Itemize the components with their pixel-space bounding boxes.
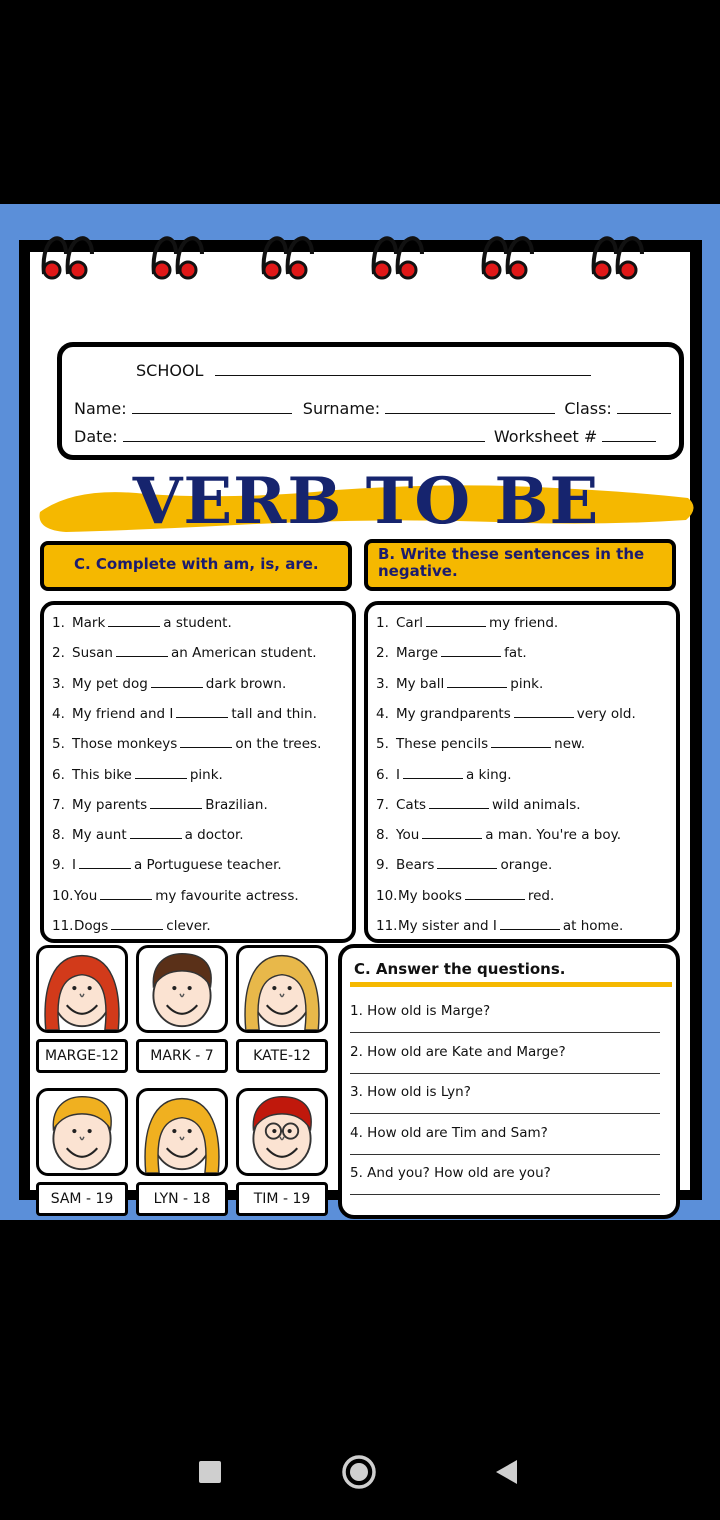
item-number: 1. bbox=[376, 615, 389, 631]
answer-blank[interactable] bbox=[130, 827, 182, 839]
item-predicate: a student. bbox=[163, 615, 232, 631]
item-subject: This bike bbox=[72, 766, 132, 783]
character-name-label: MARGE-12 bbox=[36, 1039, 128, 1073]
item-predicate: Brazilian. bbox=[205, 796, 268, 813]
answer-line[interactable] bbox=[350, 1194, 660, 1195]
answer-blank[interactable] bbox=[514, 706, 574, 718]
recents-button[interactable] bbox=[199, 1461, 221, 1487]
item-predicate: pink. bbox=[189, 766, 223, 783]
answer-blank[interactable] bbox=[429, 797, 489, 809]
item-predicate: pink. bbox=[510, 675, 544, 692]
item-subject: My pet dog bbox=[72, 675, 148, 692]
section-b-label: B. Write these sentences in the negative. bbox=[364, 539, 676, 591]
class-label: Class: bbox=[564, 399, 612, 418]
item-number: 9. bbox=[52, 857, 65, 874]
list-item bbox=[52, 676, 286, 692]
list-item bbox=[376, 888, 554, 904]
question-item: 3. How old is Lyn? bbox=[350, 1084, 471, 1100]
item-subject: Mark bbox=[72, 615, 106, 631]
list-item bbox=[52, 827, 244, 843]
item-predicate: orange. bbox=[500, 857, 553, 874]
spiral-ring bbox=[368, 224, 428, 282]
answer-line[interactable] bbox=[350, 1073, 660, 1074]
answer-blank[interactable] bbox=[100, 888, 152, 900]
item-subject: My books bbox=[398, 887, 462, 904]
answer-blank[interactable] bbox=[176, 706, 228, 718]
section-c-label: C. Answer the questions. bbox=[354, 960, 566, 978]
image-viewer bbox=[0, 204, 720, 1220]
answer-blank[interactable] bbox=[441, 645, 501, 657]
item-predicate: clever. bbox=[166, 918, 211, 934]
item-number: 3. bbox=[52, 675, 65, 692]
item-number: 2. bbox=[376, 645, 389, 662]
item-number: 6. bbox=[376, 766, 389, 783]
list-item bbox=[376, 645, 527, 661]
character-portrait bbox=[236, 945, 328, 1033]
item-predicate: a doctor. bbox=[184, 827, 244, 844]
list-item bbox=[52, 857, 282, 873]
date-blank bbox=[123, 428, 485, 442]
item-number: 8. bbox=[376, 827, 389, 844]
item-number: 7. bbox=[52, 796, 65, 813]
list-item bbox=[52, 645, 317, 661]
item-subject: My aunt bbox=[72, 827, 127, 844]
date-row bbox=[74, 427, 656, 446]
answer-blank[interactable] bbox=[111, 918, 163, 930]
worksheet-blank bbox=[602, 428, 656, 442]
answer-blank[interactable] bbox=[151, 676, 203, 688]
answer-blank[interactable] bbox=[79, 857, 131, 869]
title-banner bbox=[36, 464, 696, 544]
exercise-a-list bbox=[40, 601, 356, 943]
character-name-label: SAM - 19 bbox=[36, 1182, 128, 1216]
item-predicate: an American student. bbox=[171, 645, 317, 662]
surname-label: Surname: bbox=[302, 399, 381, 418]
student-info-box bbox=[57, 342, 684, 460]
list-item bbox=[52, 736, 321, 752]
list-item bbox=[52, 706, 317, 722]
character-portrait bbox=[36, 945, 128, 1033]
question-item: 5. And you? How old are you? bbox=[350, 1165, 551, 1181]
item-subject: My sister and I bbox=[398, 918, 497, 934]
list-item bbox=[376, 736, 585, 752]
item-subject: Carl bbox=[396, 615, 423, 631]
item-predicate: tall and thin. bbox=[231, 705, 317, 722]
item-number: 11. bbox=[376, 918, 398, 934]
item-predicate: red. bbox=[527, 887, 555, 904]
answer-blank[interactable] bbox=[437, 857, 497, 869]
list-item bbox=[52, 615, 232, 631]
list-item bbox=[376, 615, 558, 631]
spiral-ring bbox=[478, 224, 538, 282]
character-name-label: KATE-12 bbox=[236, 1039, 328, 1073]
item-number: 1. bbox=[52, 615, 65, 631]
questions-box bbox=[338, 944, 680, 1219]
page-title: VERB TO BE bbox=[132, 464, 600, 539]
item-subject: Cats bbox=[396, 796, 427, 813]
item-predicate: a man. You're a boy. bbox=[485, 827, 621, 844]
list-item bbox=[376, 918, 623, 934]
school-label: SCHOOL bbox=[136, 361, 204, 380]
exercise-b-list bbox=[364, 601, 680, 943]
character-portrait bbox=[136, 1088, 228, 1176]
answer-blank[interactable] bbox=[116, 645, 168, 657]
item-number: 5. bbox=[52, 736, 65, 753]
question-item: 4. How old are Tim and Sam? bbox=[350, 1124, 548, 1141]
answer-blank[interactable] bbox=[180, 736, 232, 748]
item-predicate: new. bbox=[554, 736, 586, 753]
item-number: 8. bbox=[52, 827, 65, 844]
item-subject: You bbox=[74, 887, 98, 904]
spiral-ring bbox=[38, 224, 98, 282]
item-subject: I bbox=[396, 766, 400, 783]
item-number: 6. bbox=[52, 766, 65, 783]
item-predicate: a Portuguese teacher. bbox=[133, 857, 282, 874]
list-item bbox=[376, 857, 552, 873]
answer-blank[interactable] bbox=[422, 827, 482, 839]
item-predicate: at home. bbox=[562, 918, 624, 934]
home-button[interactable] bbox=[341, 1454, 377, 1494]
item-subject: Bears bbox=[396, 857, 435, 874]
list-item bbox=[376, 676, 543, 692]
item-predicate: wild animals. bbox=[492, 796, 581, 813]
school-blank bbox=[215, 362, 591, 376]
item-number: 4. bbox=[376, 705, 389, 722]
worksheet-label: Worksheet # bbox=[493, 427, 598, 446]
list-item bbox=[52, 918, 211, 934]
item-subject: Susan bbox=[72, 645, 113, 662]
answer-line[interactable] bbox=[350, 1032, 660, 1033]
triangle-back-icon bbox=[495, 1459, 519, 1485]
item-number: 3. bbox=[376, 675, 389, 692]
surname-blank bbox=[385, 400, 555, 414]
list-item bbox=[376, 797, 581, 813]
character-name-label: MARK - 7 bbox=[136, 1039, 228, 1073]
item-predicate: a king. bbox=[465, 766, 512, 783]
list-item bbox=[376, 767, 512, 783]
answer-blank[interactable] bbox=[465, 888, 525, 900]
class-blank bbox=[617, 400, 671, 414]
item-predicate: my friend. bbox=[489, 615, 559, 631]
name-row bbox=[74, 399, 671, 418]
list-item bbox=[52, 767, 223, 783]
item-number: 4. bbox=[52, 705, 65, 722]
worksheet-paper bbox=[30, 252, 690, 1207]
date-label: Date: bbox=[74, 427, 118, 446]
character-name-label: LYN - 18 bbox=[136, 1182, 228, 1216]
item-subject: My grandparents bbox=[396, 705, 511, 722]
item-number: 11. bbox=[52, 918, 74, 934]
item-predicate: on the trees. bbox=[235, 736, 322, 753]
name-label: Name: bbox=[74, 399, 127, 418]
item-number: 7. bbox=[376, 796, 389, 813]
item-predicate: my favourite actress. bbox=[155, 887, 299, 904]
item-subject: My ball bbox=[396, 675, 445, 692]
answer-blank[interactable] bbox=[150, 797, 202, 809]
name-blank bbox=[132, 400, 292, 414]
spiral-ring bbox=[258, 224, 318, 282]
item-predicate: very old. bbox=[576, 705, 636, 722]
answer-blank[interactable] bbox=[108, 615, 160, 627]
item-number: 5. bbox=[376, 736, 389, 753]
character-portrait bbox=[136, 945, 228, 1033]
answer-line[interactable] bbox=[350, 1154, 660, 1155]
square-icon bbox=[199, 1461, 221, 1483]
school-field bbox=[136, 361, 591, 380]
section-a-label: C. Complete with am, is, are. bbox=[40, 541, 352, 591]
item-subject: My parents bbox=[72, 796, 148, 813]
answer-blank[interactable] bbox=[135, 767, 187, 779]
list-item bbox=[376, 706, 636, 722]
list-item bbox=[52, 797, 268, 813]
item-number: 10. bbox=[376, 887, 398, 904]
item-predicate: fat. bbox=[504, 645, 527, 662]
item-subject: I bbox=[72, 857, 76, 874]
item-number: 9. bbox=[376, 857, 389, 874]
answer-blank[interactable] bbox=[426, 615, 486, 627]
section-c-underline bbox=[350, 982, 672, 987]
item-number: 10. bbox=[52, 887, 74, 904]
item-subject: These pencils bbox=[396, 736, 489, 753]
answer-line[interactable] bbox=[350, 1113, 660, 1114]
question-item: 2. How old are Kate and Marge? bbox=[350, 1043, 566, 1060]
character-portrait bbox=[36, 1088, 128, 1176]
question-item: 1. How old is Marge? bbox=[350, 1003, 491, 1019]
spiral-ring bbox=[588, 224, 648, 282]
android-nav-bar bbox=[0, 1420, 720, 1520]
answer-blank[interactable] bbox=[500, 918, 560, 930]
character-name-label: TIM - 19 bbox=[236, 1182, 328, 1216]
item-subject: Dogs bbox=[74, 918, 109, 934]
worksheet-frame bbox=[19, 240, 702, 1207]
spiral-ring bbox=[148, 224, 208, 282]
answer-blank[interactable] bbox=[491, 736, 551, 748]
answer-blank[interactable] bbox=[403, 767, 463, 779]
answer-blank[interactable] bbox=[447, 676, 507, 688]
item-number: 2. bbox=[52, 645, 65, 662]
back-button[interactable] bbox=[495, 1459, 519, 1489]
item-predicate: dark brown. bbox=[205, 675, 287, 692]
character-portrait bbox=[236, 1088, 328, 1176]
list-item bbox=[376, 827, 621, 843]
item-subject: You bbox=[396, 827, 420, 844]
item-subject: Those monkeys bbox=[72, 736, 178, 753]
circle-icon bbox=[341, 1454, 377, 1490]
item-subject: Marge bbox=[396, 645, 439, 662]
list-item bbox=[52, 888, 299, 904]
item-subject: My friend and I bbox=[72, 705, 174, 722]
